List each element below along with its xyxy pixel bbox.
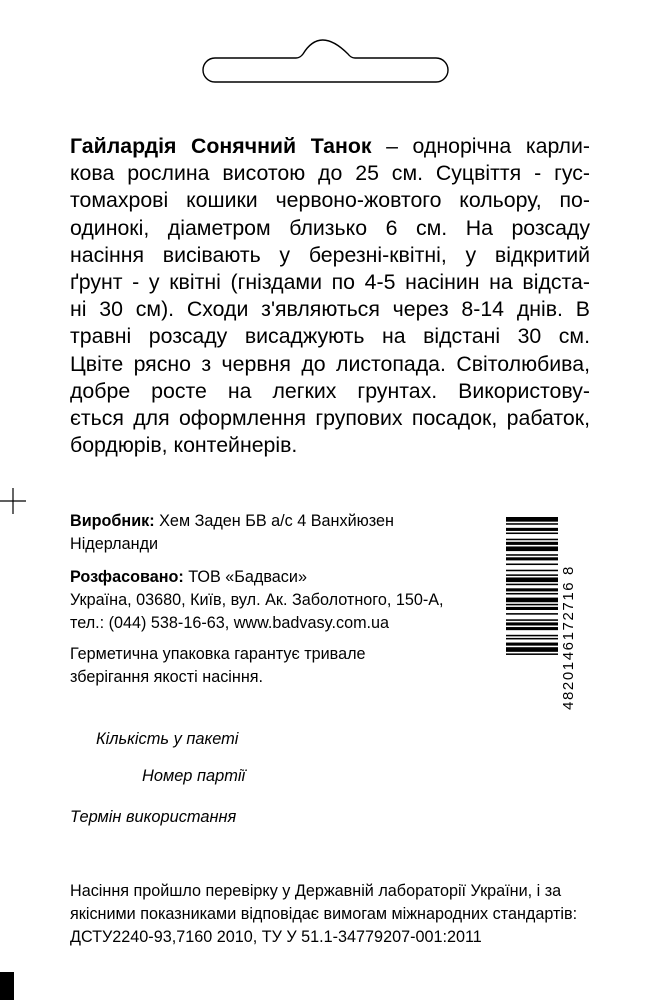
manufacturer-value: Хем Заден БВ а/с 4 Ванхйюзен — [154, 512, 394, 530]
description-line: Цвіте рясно з червня до листопада. Світолюбива, — [70, 351, 590, 376]
description-line: Гайлардія Сонячний Танок – однорічна карли- — [70, 134, 590, 158]
description-line: одинокі, діаметром близько 6 см. На розсаду — [70, 215, 590, 240]
packer-contacts: тел.: (044) 538-16-63, www.badvasy.com.ua — [70, 614, 390, 632]
barcode-bar — [506, 542, 558, 545]
description-line: томахрові кошики червоно-жовтого кольору, по- — [70, 188, 590, 213]
description-line-wrapped: ється для оформлення групових посадок, рабаток, бордюрів, контейнерів. — [70, 406, 590, 458]
barcode-bar — [506, 570, 558, 572]
barcode-bar — [506, 517, 558, 522]
storage-note: Герметична упаковка гарантує тривале зберігання якості насіння. — [70, 645, 366, 686]
barcode-bar — [506, 622, 558, 625]
barcode-bar — [506, 627, 558, 630]
barcode-bar — [506, 638, 558, 640]
description-line: насіння висівають у березні-квітні, у відкритий — [70, 242, 590, 267]
barcode-bar — [506, 523, 558, 525]
product-description — [70, 133, 590, 459]
packer-info — [70, 566, 444, 635]
barcode-bar — [506, 577, 558, 582]
description-line: добре росте на легких грунтах. Використову- — [70, 378, 590, 403]
certification-note: Насіння пройшло перевірку у Державній лабораторії України, і за якісними показниками відповідає вимогам міжнародних стандартів: ДСТУ2240-93,7160 2010, ТУ У 51.1-34779207-001:2011 — [70, 882, 578, 946]
barcode-bar — [506, 557, 558, 560]
batch-field-label: Номер партії — [142, 767, 246, 785]
barcode-bar — [506, 647, 558, 652]
barcode-bar — [506, 653, 558, 655]
manufacturer-country: Нідерланди — [70, 535, 159, 553]
packer-value: ТОВ «Бадваси» — [183, 568, 307, 586]
description-line: ґрунт - у квітні (гніздами по 4-5 насінин на відста- — [70, 270, 590, 295]
barcode-bar — [506, 588, 558, 591]
barcode-bar — [506, 593, 558, 595]
packer-label: Розфасовано: — [70, 568, 184, 586]
barcode-bar — [506, 533, 558, 535]
barcode-bar — [506, 619, 558, 621]
manufacturer-info — [70, 510, 394, 556]
packer-address: Україна, 03680, Київ, вул. Ак. Заболотного, 150-А, — [70, 591, 444, 609]
expiry-field-label: Термін використання — [70, 808, 237, 826]
manufacturer-label: Виробник: — [70, 512, 155, 530]
barcode-bar — [506, 554, 558, 556]
description-line: ні 30 см). Сходи з'являються через 8-14 днів. В — [70, 297, 590, 322]
barcode-number: 4820146172716 8 — [560, 565, 577, 710]
quantity-field-label: Кількість у пакеті — [96, 730, 239, 748]
barcode-bar — [506, 546, 558, 551]
barcode-bar — [506, 574, 558, 576]
crop-mark-icon — [0, 488, 26, 514]
barcode-bar — [506, 539, 558, 541]
barcode-bar — [506, 607, 558, 610]
barcode-bar — [506, 604, 558, 606]
barcode-bar — [506, 584, 558, 586]
barcode-bar — [506, 564, 558, 566]
barcode-bar — [506, 528, 558, 531]
product-name: Гайлардія Сонячний Танок — [70, 134, 372, 158]
barcode-bar — [506, 643, 558, 646]
barcode-bar — [506, 598, 558, 603]
barcode-bar — [506, 613, 558, 615]
hang-hole-outline — [0, 0, 646, 120]
registration-mark — [0, 972, 14, 1000]
barcode-bar — [506, 635, 558, 637]
description-line: кова рослина висотою до 25 см. Суцвіття - гус- — [70, 161, 590, 186]
description-line: травні розсаду висаджують на відстані 30 см. — [70, 324, 590, 349]
